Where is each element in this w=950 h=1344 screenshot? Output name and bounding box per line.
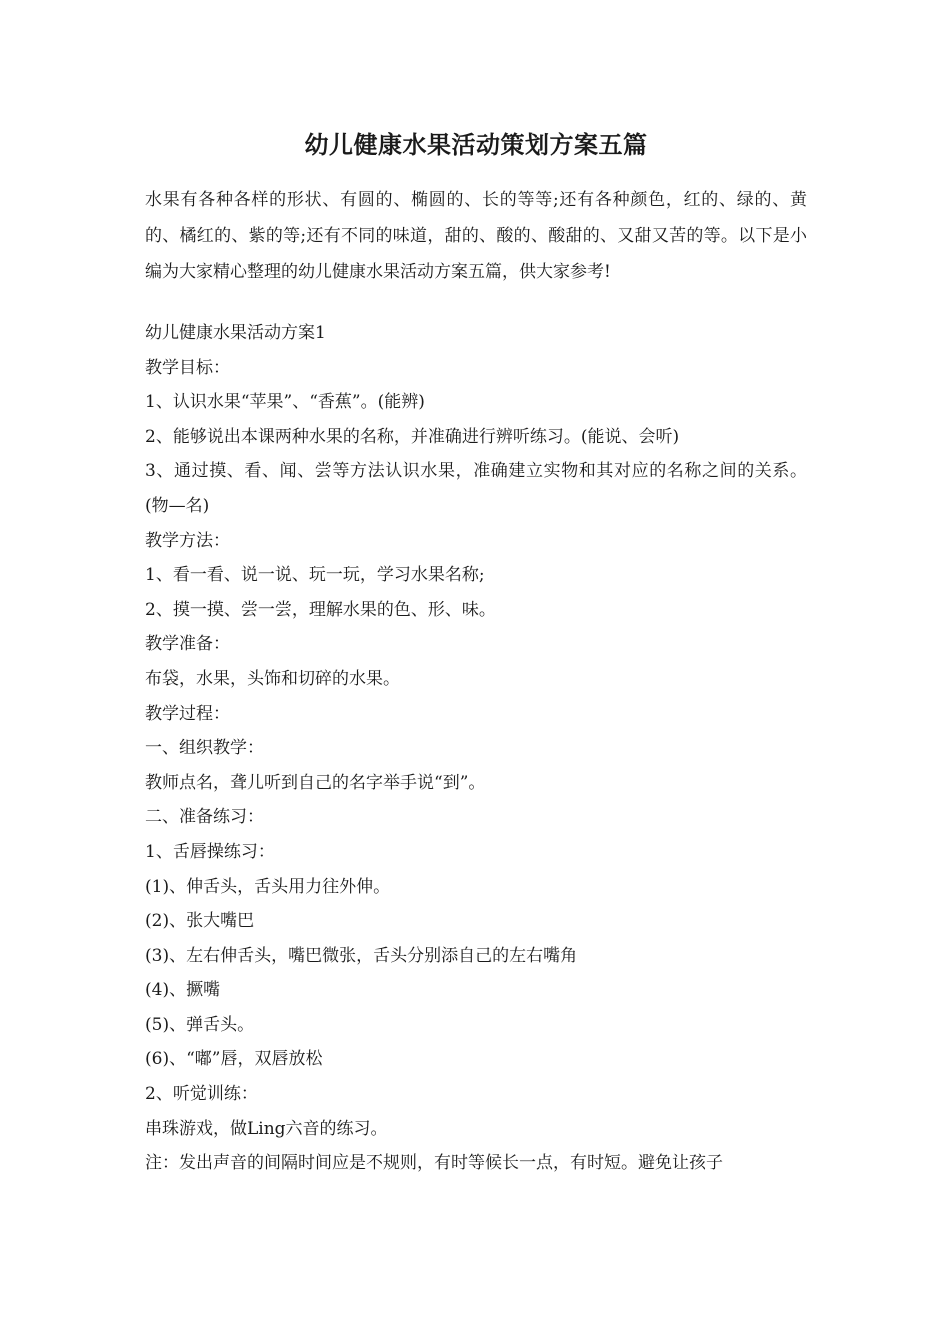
- text-line: 2、摸一摸、尝一尝，理解水果的色、形、味。: [145, 599, 496, 620]
- text-line: 3、通过摸、看、闻、尝等方法认识水果，准确建立实物和其对应的名称之间的关系。 (物—名): [145, 461, 807, 516]
- subheading-process: 教学过程：: [145, 703, 230, 724]
- text-line: 1、认识水果“苹果”、“香蕉”。(能辨): [145, 392, 425, 413]
- text-line: 2、能够说出本课两种水果的名称，并准确进行辨听练习。(能说、会听): [145, 426, 680, 447]
- subheading-goals: 教学目标：: [145, 357, 230, 378]
- section-heading: 幼儿健康水果活动方案1: [145, 323, 326, 343]
- text-line: 1、看一看、说一说、玩一玩，学习水果名称;: [145, 565, 485, 586]
- text-line: 注：发出声音的间隔时间应是不规则，有时等候长一点，有时短。避免让孩子: [145, 1153, 723, 1174]
- text-line: 1、舌唇操练习：: [145, 841, 275, 862]
- text-line: 教师点名，聋儿听到自己的名字举手说“到”。: [145, 772, 486, 793]
- document-page: [145, 120, 807, 1181]
- text-line: (3)、左右伸舌头，嘴巴微张，舌头分别添自己的左右嘴角: [145, 945, 578, 966]
- text-line: (6)、“嘟”唇，双唇放松: [145, 1049, 323, 1070]
- subheading-methods: 教学方法：: [145, 530, 230, 551]
- text-line: 2、听觉训练：: [145, 1084, 258, 1105]
- text-line: (4)、撅嘴: [145, 980, 221, 1001]
- intro-paragraph: 水果有各种各样的形状、有圆的、椭圆的、长的等等;还有各种颜色，红的、绿的、黄的、橘红的、紫的等;还有不同的味道，甜的、酸的、酸甜的、又甜又苦的等。以下是小编为大家精心整理的幼儿健康水果活动方案五篇，供大家参考!: [145, 190, 807, 282]
- text-line: 一、组织教学：: [145, 738, 264, 759]
- text-line: (5)、弹舌头。: [145, 1014, 255, 1035]
- text-line: (2)、张大嘴巴: [145, 911, 255, 932]
- text-line: 串珠游戏，做Ling六音的练习。: [145, 1118, 388, 1139]
- text-line: (1)、伸舌头，舌头用力往外伸。: [145, 876, 391, 897]
- subheading-preparation: 教学准备：: [145, 634, 230, 655]
- document-title: 幼儿健康水果活动策划方案五篇: [304, 130, 648, 159]
- text-line: 布袋，水果，头饰和切碎的水果。: [145, 668, 400, 689]
- text-line: 二、准备练习：: [145, 807, 264, 828]
